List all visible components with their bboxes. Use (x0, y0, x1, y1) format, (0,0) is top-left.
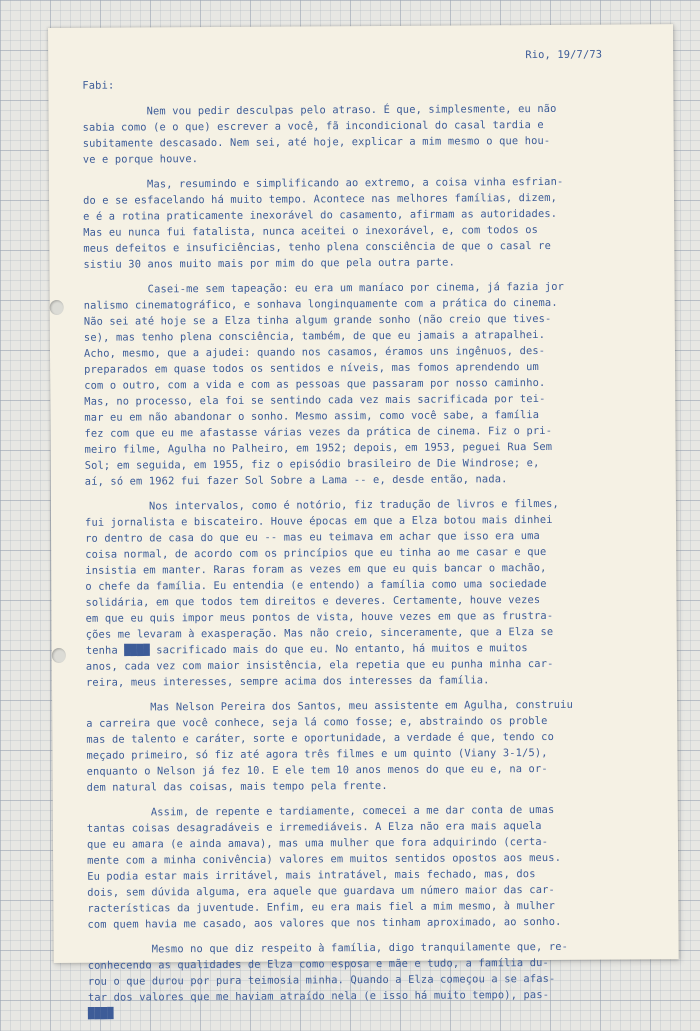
letter-line: Nem vou pedir desculpas pelo atraso. É que, simplesmente, eu não (82, 102, 557, 118)
letter-line: Mas, no processo, ela foi se sentindo cada vez mais sacrificada por tei- (84, 392, 546, 408)
letter-line: ro dentro de casa do que eu -- mas eu teimava em achar que isso era uma (85, 530, 540, 545)
letter-line: Mas eu nunca fui fatalista, nunca aceitei o inexorável, e, com todos os (83, 224, 539, 239)
letter-body (82, 100, 663, 1021)
letter-line: aí, só em 1962 fui fazer Sol Sobre a Lama -- e, desde então, nada. (84, 473, 508, 488)
letter-line: meçado primeiro, só fiz até agora três filmes e um quinto (Viany 3-1/5), (86, 746, 548, 762)
letter-line: Mas Nelson Pereira dos Santos, meu assistente em Agulha, construiu (86, 698, 574, 714)
letter-line: mas de talento e caráter, sorte e oportunidade, a verdade é que, tendo co (86, 730, 555, 746)
letter-line: preparados em quase todos os sentidos e níveis, mas fomos aprendendo um (84, 361, 539, 376)
letter-paragraph (84, 278, 660, 490)
letter-line: rou o que durou por pura teimosia minha. Quando a Elza começou a se afas- (87, 972, 556, 988)
letter-line: meus defeitos e insuficiências, tenho plena consciência de que o casal re (83, 239, 552, 255)
letter-line: mar eu em não abandonar o sonho. Mesmo assim, como você sabe, a família (84, 409, 540, 424)
letter-line: Eu podia estar mais irritável, mais intratável, mais fechado, mas, dos (87, 868, 536, 883)
letter-line: Sol; em seguida, em 1955, fiz o episódio brasileiro de Die Windrose; e, (84, 457, 540, 472)
letter-line: anos, cada vez com maior insistência, ela repetia que eu punha minha car- (85, 657, 554, 673)
punch-hole (52, 648, 66, 663)
letter-line: ████ (87, 1007, 114, 1020)
letter-line: coisa normal, de acordo com os princípios que eu tinha ao me casar e que (85, 545, 547, 561)
letter-line: Não sei até hoje se a Elza tinha algum grande sonho (não creio que tives- (83, 312, 552, 328)
letter-line: a carreira que você conhece, seja lá como fosse; e, abstraindo os proble (86, 714, 548, 730)
letter-line: ções me levaram à exasperação. Mas não creio, sinceramente, que a Elza se (85, 625, 554, 641)
letter-line: Casei-me sem tapeação: eu era um maníaco por cinema, já fazia jor (83, 280, 565, 296)
letter-paragraph (86, 696, 662, 796)
letter-line: fez com que eu me afastasse várias vezes da prática de cinema. Fiz o pri- (84, 424, 553, 440)
letter-line: mente com a minha conivência) valores em muitos sentidos opostos aos meus. (87, 851, 562, 867)
letter-line: subitamente descasado. Nem sei, até hoje, explicar a mim mesmo o que hou- (82, 134, 551, 150)
letter-line: tar dos valores que me haviam atraído nela (e isso há muito tempo), pas- (87, 988, 550, 1004)
letter-line: tantas coisas desagradáveis e irremediáveis. A Elza não era mais aquela (86, 819, 542, 835)
letter-date: Rio, 19/7/73 (525, 48, 603, 62)
letter-line: dois, sem dúvida alguma, era aquele que guardava um número maior das car- (87, 883, 555, 899)
letter-line: se), mas tenho plena consciência, também, de que eu jamais a atrapalhei. (83, 328, 546, 344)
letter-line: sabia como (e o que) escrever a você, fã incondicional do casal tardia e (82, 118, 544, 134)
letter-line: e é a rotina praticamente inexorável do casamento, afirmam as autoridades. (83, 207, 558, 223)
letter-page (48, 24, 679, 1020)
letter-line: racterísticas da juventude. Enfim, eu era mais fiel a mim mesmo, à mulher (87, 899, 556, 915)
letter-line: meiro filme, Agulha no Palheiro, em 1952; depois, em 1953, peguei Rua Sem (84, 440, 553, 456)
punch-hole (50, 300, 64, 315)
letter-line: Nos intervalos, como é notório, fiz tradução de livros e filmes, (84, 497, 559, 513)
letter-paragraph (82, 100, 657, 168)
letter-paragraph (83, 173, 659, 273)
letter-line: o chefe da família. Eu entendia (e entendo) a família como uma sociedade (85, 577, 547, 593)
letter-line: com o outro, com a vida e com as pessoas que passaram por nosso caminho. (84, 376, 546, 392)
letter-line: tenha ████ sacrificado mais do que eu. No entanto, há muitos e muitos (85, 642, 528, 657)
letter-salutation: Fabi: (82, 79, 115, 92)
letter-line: reira, meus interesses, sempre acima dos interesses da família. (85, 674, 490, 689)
letter-line: conhecendo as qualidades de Elza como esposa e mãe e tudo, a família du- (87, 956, 549, 972)
letter-line: Mesmo no que diz respeito à família, digo tranquilamente que, re- (87, 940, 569, 956)
letter-line: do e se esfacelando há muito tempo. Acontece nas melhores famílias, dizem, (83, 191, 558, 207)
letter-paragraph (87, 801, 663, 933)
letter-line: insistia em manter. Raras foram as vezes em que eu quis bancar o machão, (85, 561, 547, 577)
letter-line: solidária, em que todos tem direitos e deveres. Certamente, houve vezes (85, 594, 541, 609)
letter-line: Mas, resumindo e simplificando ao extremo, a coisa vinha esfrian- (82, 175, 564, 191)
letter-line: sistiu 30 anos muito mais por mim do que pela outra parte. (83, 256, 456, 271)
letter-paragraph (85, 495, 661, 691)
letter-paragraph (88, 938, 663, 1022)
letter-line: Acho, mesmo, que a ajudei: quando nos casamos, éramos uns ingênuos, des- (83, 344, 546, 360)
letter-line: enquanto o Nelson já fez 10. E ele tem 10 anos menos do que eu e, na or- (86, 762, 548, 778)
letter-line: ve e porque houve. (82, 153, 199, 166)
letter-line: com quem havia me casado, aos valores que nos tinham aproximado, ao sonho. (87, 915, 562, 931)
letter-line: em que eu quis impor meus pontos de vista, houve vezes em que as frustra- (85, 609, 554, 625)
letter-line: dem natural das coisas, mais tempo pela frente. (86, 779, 388, 794)
letter-line: Assim, de repente e tardiamente, comecei a me dar conta de umas (86, 803, 555, 819)
letter-line: nalismo cinematográfico, e sonhava longinquamente com a prática do cinema. (83, 296, 558, 312)
letter-line: que eu amara (e ainda amava), mas uma mulher que fora adquirindo (certa- (86, 835, 549, 851)
typed-letter (82, 46, 663, 1030)
letter-line: fui jornalista e biscateiro. Houve épocas em que a Elza botou mais dinhei (84, 513, 553, 529)
